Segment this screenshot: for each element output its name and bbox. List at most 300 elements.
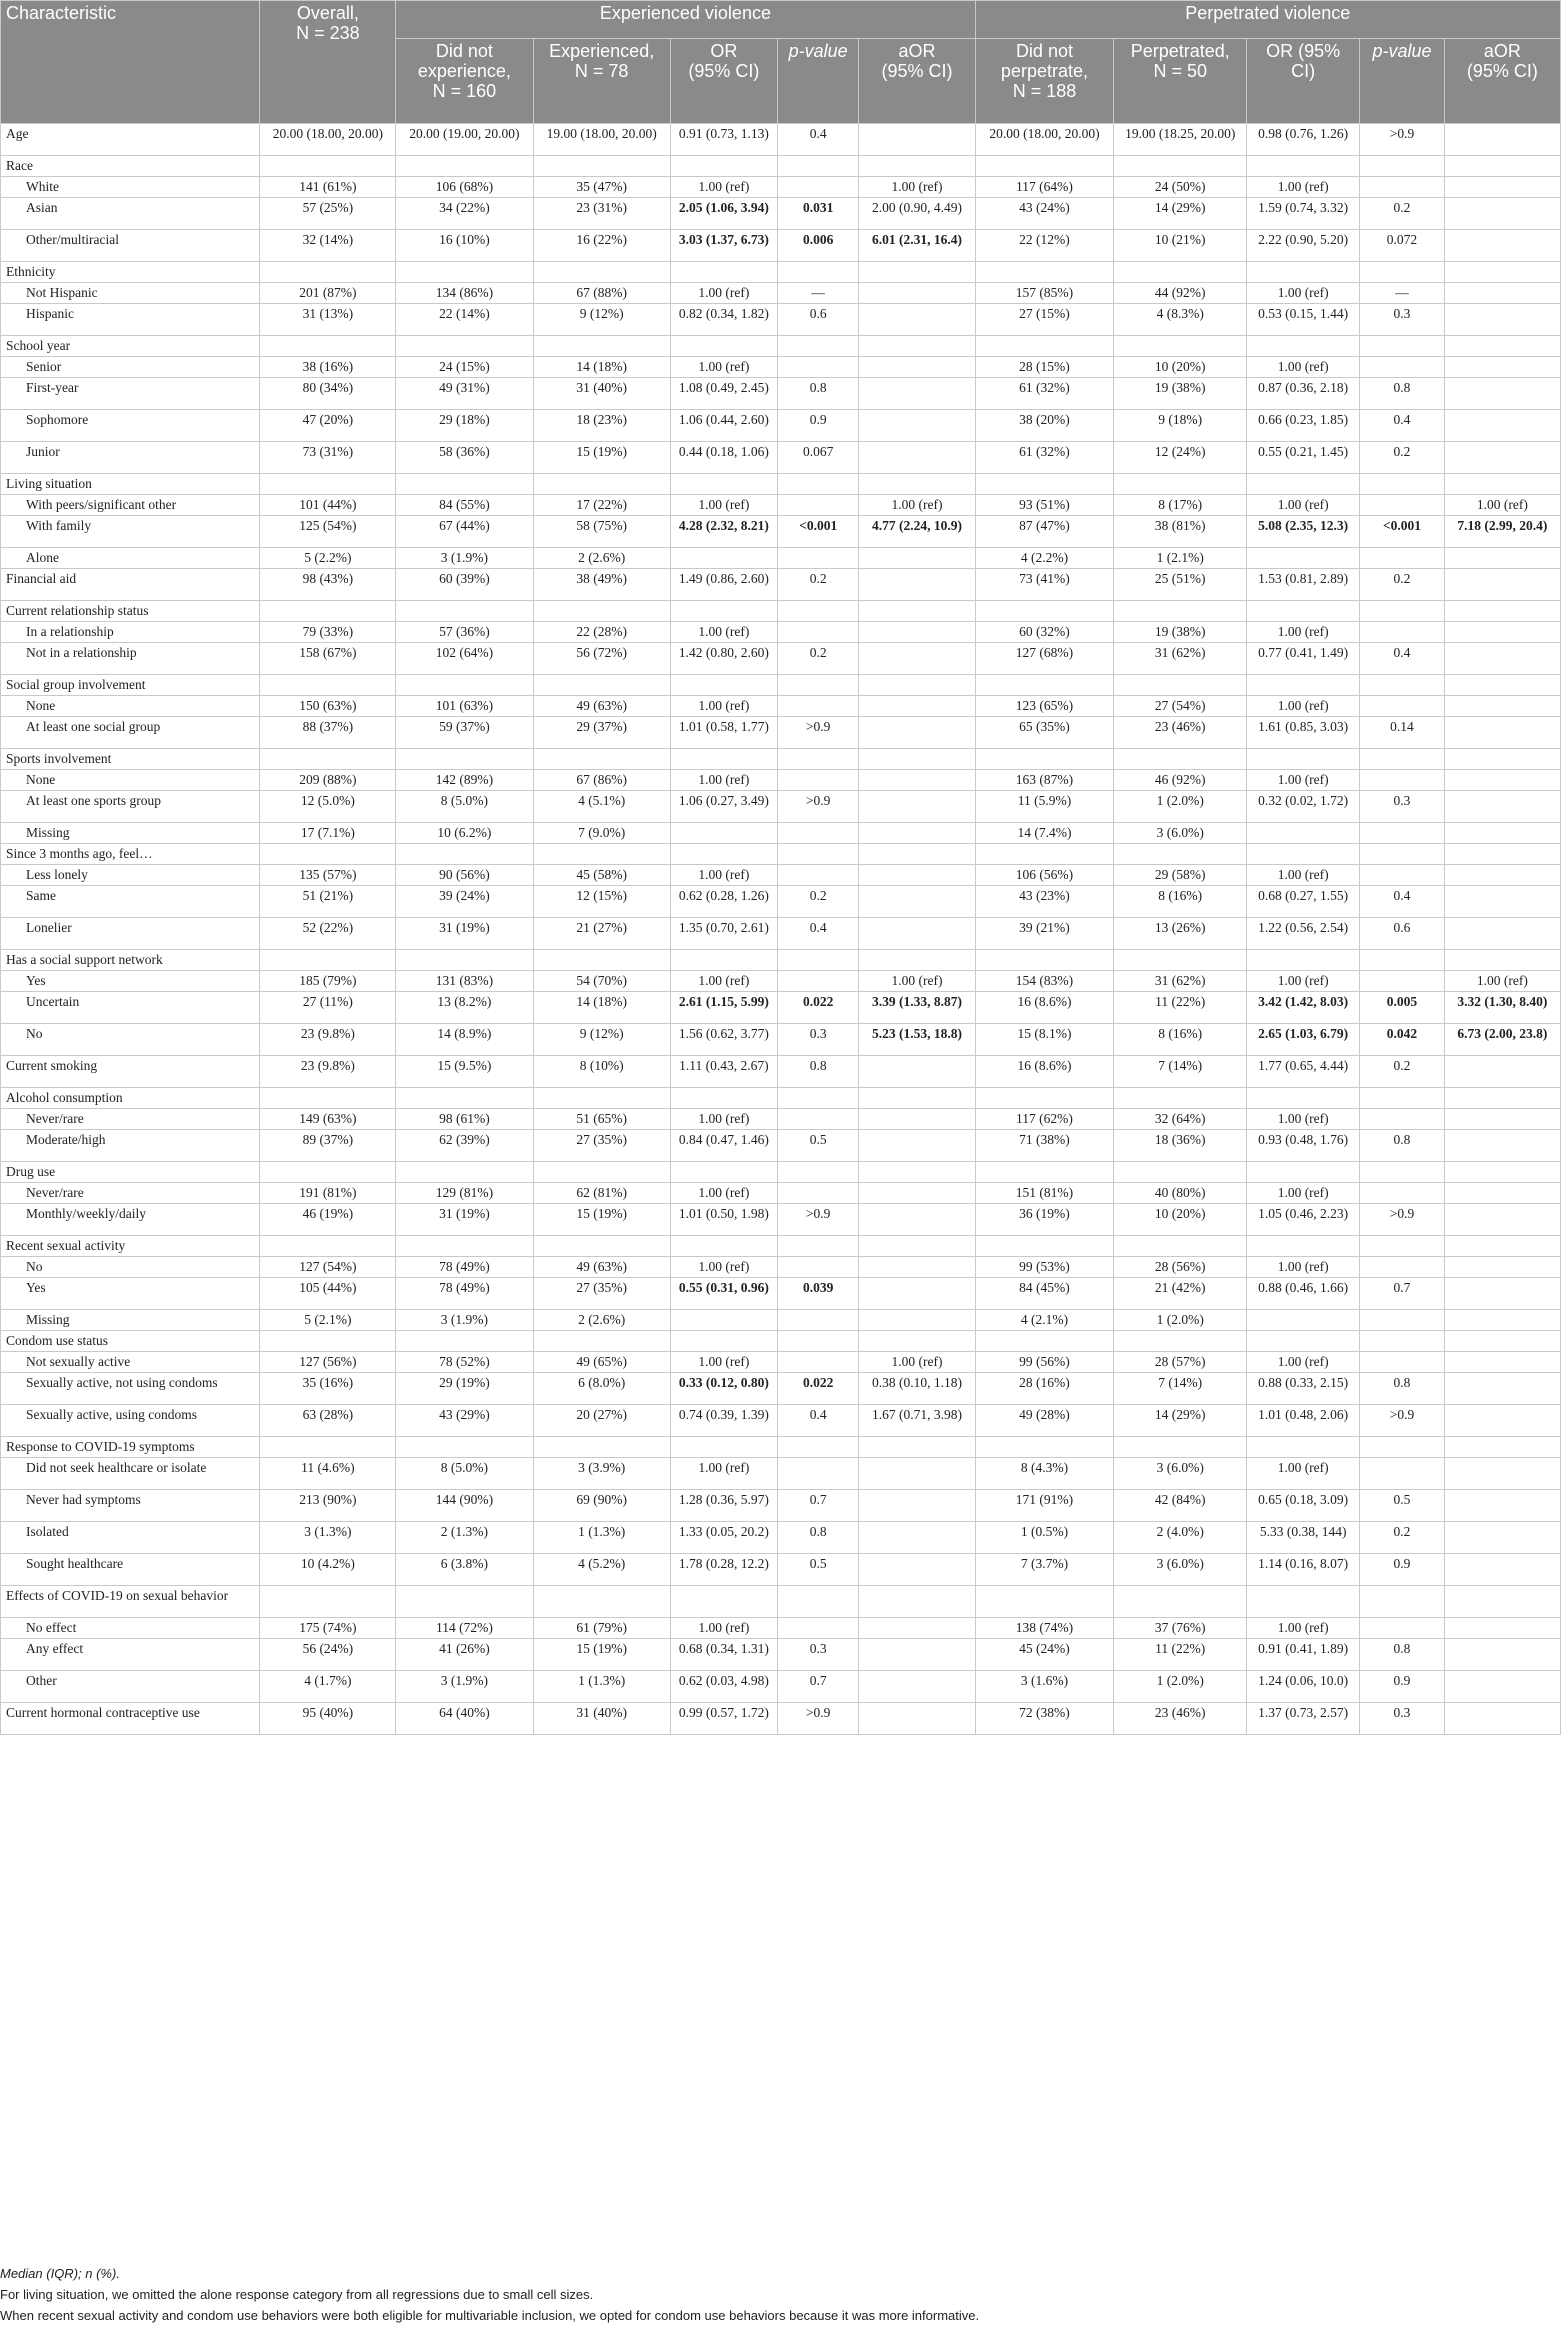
category-row xyxy=(1,1056,1561,1088)
cell xyxy=(859,844,975,865)
cell: 117 (62%) xyxy=(975,1109,1114,1130)
cell: 98 (43%) xyxy=(260,569,396,601)
cell xyxy=(396,1088,533,1109)
category-row xyxy=(1,950,1561,971)
cell: 5 (2.2%) xyxy=(260,548,396,569)
cell: 38 (20%) xyxy=(975,410,1114,442)
subheader-col-7 xyxy=(1247,39,1360,124)
table-row xyxy=(1,1257,1561,1278)
cell: 0.9 xyxy=(1360,1671,1444,1703)
table-row xyxy=(1,886,1561,918)
cell xyxy=(1247,749,1360,770)
cell: 0.9 xyxy=(777,410,858,442)
table-row xyxy=(1,865,1561,886)
subheader-col-8 xyxy=(1360,39,1444,124)
cell xyxy=(1444,886,1560,918)
cell: 1.00 (ref) xyxy=(859,1352,975,1373)
cell xyxy=(1444,1437,1560,1458)
cell: 0.006 xyxy=(777,230,858,262)
table-row xyxy=(1,622,1561,643)
cell: 3 (1.9%) xyxy=(396,548,533,569)
row-label: None xyxy=(1,696,260,717)
cell xyxy=(1360,1437,1444,1458)
cell xyxy=(777,548,858,569)
cell xyxy=(1444,230,1560,262)
cell xyxy=(975,156,1114,177)
cell: 1.22 (0.56, 2.54) xyxy=(1247,918,1360,950)
row-label: Social group involvement xyxy=(1,675,260,696)
row-label: Not in a relationship xyxy=(1,643,260,675)
cell xyxy=(975,1437,1114,1458)
table-row xyxy=(1,230,1561,262)
cell: 61 (32%) xyxy=(975,442,1114,474)
cell: 0.38 (0.10, 1.18) xyxy=(859,1373,975,1405)
cell: 1.08 (0.49, 2.45) xyxy=(670,378,777,410)
cell: 43 (29%) xyxy=(396,1405,533,1437)
cell xyxy=(1444,1490,1560,1522)
cell: 14 (29%) xyxy=(1114,1405,1247,1437)
cell xyxy=(777,1618,858,1639)
cell xyxy=(777,1458,858,1490)
cell xyxy=(1114,1236,1247,1257)
cell: 0.2 xyxy=(777,643,858,675)
cell xyxy=(1247,336,1360,357)
cell xyxy=(260,156,396,177)
row-label: Sophomore xyxy=(1,410,260,442)
cell: 0.62 (0.03, 4.98) xyxy=(670,1671,777,1703)
cell xyxy=(533,1162,670,1183)
cell xyxy=(1114,156,1247,177)
row-label: Never/rare xyxy=(1,1183,260,1204)
cell: 35 (47%) xyxy=(533,177,670,198)
cell xyxy=(1360,495,1444,516)
cell xyxy=(260,336,396,357)
cell: 64 (40%) xyxy=(396,1703,533,1735)
table-row xyxy=(1,696,1561,717)
cell: 20.00 (19.00, 20.00) xyxy=(396,124,533,156)
cell: 84 (55%) xyxy=(396,495,533,516)
cell: 1 (2.0%) xyxy=(1114,1671,1247,1703)
subheader-col-0-c: N = 160 xyxy=(432,81,497,101)
cell: 0.4 xyxy=(1360,410,1444,442)
cell: 0.2 xyxy=(1360,1522,1444,1554)
cell xyxy=(859,950,975,971)
cell xyxy=(777,1586,858,1618)
row-label: Junior xyxy=(1,442,260,474)
cell: 127 (54%) xyxy=(260,1257,396,1278)
cell: 1.00 (ref) xyxy=(1247,1352,1360,1373)
cell: 1.00 (ref) xyxy=(670,1257,777,1278)
cell: 1.49 (0.86, 2.60) xyxy=(670,569,777,601)
cell xyxy=(670,1162,777,1183)
cell: 42 (84%) xyxy=(1114,1490,1247,1522)
cell: 1.61 (0.85, 3.03) xyxy=(1247,717,1360,749)
cell: 101 (44%) xyxy=(260,495,396,516)
cell: 1.01 (0.58, 1.77) xyxy=(670,717,777,749)
row-label: Other xyxy=(1,1671,260,1703)
cell: >0.9 xyxy=(777,1204,858,1236)
cell: 23 (31%) xyxy=(533,198,670,230)
cell: 131 (83%) xyxy=(396,971,533,992)
cell: 0.4 xyxy=(777,1405,858,1437)
row-label: Response to COVID-19 symptoms xyxy=(1,1437,260,1458)
cell: 14 (18%) xyxy=(533,357,670,378)
cell: 1.28 (0.36, 5.97) xyxy=(670,1490,777,1522)
cell: 8 (16%) xyxy=(1114,1024,1247,1056)
cell xyxy=(777,1257,858,1278)
cell: 3.42 (1.42, 8.03) xyxy=(1247,992,1360,1024)
col-overall-line2: N = 238 xyxy=(296,23,360,43)
table-row xyxy=(1,177,1561,198)
cell: 1.56 (0.62, 3.77) xyxy=(670,1024,777,1056)
cell xyxy=(1247,474,1360,495)
cell xyxy=(777,357,858,378)
cell xyxy=(1114,950,1247,971)
row-label: Current smoking xyxy=(1,1056,260,1088)
cell: 0.14 xyxy=(1360,717,1444,749)
cell xyxy=(1444,844,1560,865)
cell xyxy=(859,1639,975,1671)
cell xyxy=(859,1310,975,1331)
cell xyxy=(1444,1703,1560,1735)
cell: 0.88 (0.46, 1.66) xyxy=(1247,1278,1360,1310)
cell: 99 (53%) xyxy=(975,1257,1114,1278)
cell: 5.23 (1.53, 18.8) xyxy=(859,1024,975,1056)
cell: 1.59 (0.74, 3.32) xyxy=(1247,198,1360,230)
cell: 72 (38%) xyxy=(975,1703,1114,1735)
cell: 18 (36%) xyxy=(1114,1130,1247,1162)
cell: — xyxy=(1360,283,1444,304)
cell: 0.2 xyxy=(1360,569,1444,601)
table-row xyxy=(1,495,1561,516)
cell: 6 (3.8%) xyxy=(396,1554,533,1586)
row-label: Alone xyxy=(1,548,260,569)
row-label: Yes xyxy=(1,1278,260,1310)
cell: 31 (19%) xyxy=(396,1204,533,1236)
cell: 6.01 (2.31, 16.4) xyxy=(859,230,975,262)
cell: 1.00 (ref) xyxy=(1247,865,1360,886)
cell: 163 (87%) xyxy=(975,770,1114,791)
cell: 28 (16%) xyxy=(975,1373,1114,1405)
cell: 61 (32%) xyxy=(975,378,1114,410)
category-row xyxy=(1,1088,1561,1109)
cell xyxy=(859,1586,975,1618)
cell xyxy=(1444,198,1560,230)
cell xyxy=(1247,1088,1360,1109)
cell xyxy=(859,918,975,950)
cell xyxy=(1444,1586,1560,1618)
cell: 1.00 (ref) xyxy=(1247,357,1360,378)
table-row xyxy=(1,357,1561,378)
cell xyxy=(975,474,1114,495)
cell: 3.39 (1.33, 8.87) xyxy=(859,992,975,1024)
cell: 15 (9.5%) xyxy=(396,1056,533,1088)
cell: 15 (19%) xyxy=(533,1204,670,1236)
cell: 7 (3.7%) xyxy=(975,1554,1114,1586)
cell: 16 (8.6%) xyxy=(975,992,1114,1024)
cell: 0.6 xyxy=(1360,918,1444,950)
cell: 0.65 (0.18, 3.09) xyxy=(1247,1490,1360,1522)
cell xyxy=(1444,156,1560,177)
cell xyxy=(1444,601,1560,622)
cell: 13 (8.2%) xyxy=(396,992,533,1024)
cell: 0.4 xyxy=(1360,643,1444,675)
cell xyxy=(975,336,1114,357)
cell: 47 (20%) xyxy=(260,410,396,442)
cell: 1.53 (0.81, 2.89) xyxy=(1247,569,1360,601)
cell xyxy=(670,749,777,770)
cell: 31 (62%) xyxy=(1114,643,1247,675)
cell xyxy=(859,1204,975,1236)
cell: 0.3 xyxy=(1360,791,1444,823)
cell: 12 (15%) xyxy=(533,886,670,918)
cell: 79 (33%) xyxy=(260,622,396,643)
cell xyxy=(670,1088,777,1109)
cell xyxy=(533,675,670,696)
row-label: Any effect xyxy=(1,1639,260,1671)
cell xyxy=(1444,791,1560,823)
cell: 44 (92%) xyxy=(1114,283,1247,304)
cell: 10 (20%) xyxy=(1114,1204,1247,1236)
category-row xyxy=(1,336,1561,357)
row-label: Missing xyxy=(1,823,260,844)
row-label: Sexually active, not using condoms xyxy=(1,1373,260,1405)
cell: 1.00 (ref) xyxy=(1247,1257,1360,1278)
cell: 0.62 (0.28, 1.26) xyxy=(670,886,777,918)
cell xyxy=(1444,1130,1560,1162)
cell xyxy=(670,474,777,495)
cell: 25 (51%) xyxy=(1114,569,1247,601)
cell: 0.44 (0.18, 1.06) xyxy=(670,442,777,474)
cell xyxy=(260,601,396,622)
cell xyxy=(1444,622,1560,643)
cell xyxy=(396,844,533,865)
cell xyxy=(670,1236,777,1257)
table-row xyxy=(1,304,1561,336)
cell: >0.9 xyxy=(1360,124,1444,156)
cell: 14 (29%) xyxy=(1114,198,1247,230)
row-label: Missing xyxy=(1,1310,260,1331)
cell xyxy=(975,1162,1114,1183)
cell xyxy=(1360,336,1444,357)
cell: 1.06 (0.27, 3.49) xyxy=(670,791,777,823)
cell: 31 (13%) xyxy=(260,304,396,336)
cell xyxy=(533,749,670,770)
cell xyxy=(1360,1236,1444,1257)
cell: 1.37 (0.73, 2.57) xyxy=(1247,1703,1360,1735)
cell xyxy=(859,1554,975,1586)
cell: 21 (42%) xyxy=(1114,1278,1247,1310)
cell xyxy=(1444,304,1560,336)
cell: 43 (24%) xyxy=(975,198,1114,230)
table-row xyxy=(1,1554,1561,1586)
row-label: Since 3 months ago, feel… xyxy=(1,844,260,865)
cell xyxy=(859,1458,975,1490)
cell: 32 (14%) xyxy=(260,230,396,262)
cell: 58 (36%) xyxy=(396,442,533,474)
table-row xyxy=(1,918,1561,950)
cell: 0.9 xyxy=(1360,1554,1444,1586)
cell: 6 (8.0%) xyxy=(533,1373,670,1405)
footnote-3: When recent sexual activity and condom use behaviors were both eligible for multivariable inclusion, we opted for condom use behaviors because it was more informative. xyxy=(0,2308,980,2323)
cell: 0.91 (0.41, 1.89) xyxy=(1247,1639,1360,1671)
cell xyxy=(859,791,975,823)
cell xyxy=(1360,1352,1444,1373)
cell xyxy=(859,675,975,696)
cell: 13 (26%) xyxy=(1114,918,1247,950)
cell: 14 (8.9%) xyxy=(396,1024,533,1056)
cell xyxy=(859,601,975,622)
table-row xyxy=(1,770,1561,791)
cell xyxy=(1444,696,1560,717)
row-label: Yes xyxy=(1,971,260,992)
cell: 0.5 xyxy=(777,1554,858,1586)
category-row xyxy=(1,262,1561,283)
cell: 1.00 (ref) xyxy=(670,1352,777,1373)
table-row xyxy=(1,1405,1561,1437)
cell: 38 (49%) xyxy=(533,569,670,601)
cell xyxy=(1444,1183,1560,1204)
cell xyxy=(777,336,858,357)
cell: 43 (23%) xyxy=(975,886,1114,918)
cell xyxy=(777,1088,858,1109)
cell: 38 (81%) xyxy=(1114,516,1247,548)
row-label: Hispanic xyxy=(1,304,260,336)
cell: 10 (20%) xyxy=(1114,357,1247,378)
cell xyxy=(859,1437,975,1458)
cell: 5.08 (2.35, 12.3) xyxy=(1247,516,1360,548)
cell: 84 (45%) xyxy=(975,1278,1114,1310)
cell: 65 (35%) xyxy=(975,717,1114,749)
cell: 39 (21%) xyxy=(975,918,1114,950)
subheader-col-2 xyxy=(670,39,777,124)
cell: 23 (46%) xyxy=(1114,717,1247,749)
cell: 20.00 (18.00, 20.00) xyxy=(260,124,396,156)
row-label: Never had symptoms xyxy=(1,1490,260,1522)
table-row xyxy=(1,442,1561,474)
cell xyxy=(859,1522,975,1554)
cell: >0.9 xyxy=(777,1703,858,1735)
footnote-1: Median (IQR); n (%). xyxy=(0,2266,120,2281)
cell: 141 (61%) xyxy=(260,177,396,198)
category-row xyxy=(1,156,1561,177)
cell: 62 (81%) xyxy=(533,1183,670,1204)
cell: 2.05 (1.06, 3.94) xyxy=(670,198,777,230)
cell xyxy=(859,336,975,357)
cell xyxy=(777,1437,858,1458)
cell: 0.8 xyxy=(777,378,858,410)
subheader-col-9-b: (95% CI) xyxy=(1466,61,1538,81)
table-row xyxy=(1,1130,1561,1162)
cell xyxy=(533,950,670,971)
cell xyxy=(670,844,777,865)
cell xyxy=(670,1310,777,1331)
cell: 0.8 xyxy=(1360,1130,1444,1162)
table-row xyxy=(1,1522,1561,1554)
cell: 1.00 (ref) xyxy=(670,770,777,791)
cell xyxy=(1247,675,1360,696)
table-row xyxy=(1,516,1561,548)
cell: 1.00 (ref) xyxy=(859,495,975,516)
cell xyxy=(1114,474,1247,495)
cell: 49 (28%) xyxy=(975,1405,1114,1437)
cell xyxy=(975,844,1114,865)
cell xyxy=(859,1109,975,1130)
cell xyxy=(1360,770,1444,791)
cell xyxy=(859,1088,975,1109)
cell xyxy=(1360,1088,1444,1109)
cell xyxy=(777,971,858,992)
cell xyxy=(859,1671,975,1703)
subheader-col-5-c: N = 188 xyxy=(1012,81,1077,101)
row-label: Current hormonal contraceptive use xyxy=(1,1703,260,1735)
cell: 7.18 (2.99, 20.4) xyxy=(1444,516,1560,548)
cell: 2.00 (0.90, 4.49) xyxy=(859,198,975,230)
cell: 1.00 (ref) xyxy=(670,177,777,198)
cell: 29 (19%) xyxy=(396,1373,533,1405)
cell: 49 (63%) xyxy=(533,696,670,717)
cell: 106 (56%) xyxy=(975,865,1114,886)
cell: 1.00 (ref) xyxy=(1444,971,1560,992)
row-label: Did not seek healthcare or isolate xyxy=(1,1458,260,1490)
cell: 3.03 (1.37, 6.73) xyxy=(670,230,777,262)
cell xyxy=(1114,675,1247,696)
cell: 0.067 xyxy=(777,442,858,474)
cell xyxy=(1444,1639,1560,1671)
row-label: Asian xyxy=(1,198,260,230)
subheader-col-1-a: Experienced, xyxy=(549,41,655,61)
cell: 1.00 (ref) xyxy=(1444,495,1560,516)
cell: 28 (56%) xyxy=(1114,1257,1247,1278)
cell xyxy=(260,1088,396,1109)
cell: 1.00 (ref) xyxy=(1247,495,1360,516)
cell xyxy=(1114,1331,1247,1352)
table-row xyxy=(1,283,1561,304)
cell: 154 (83%) xyxy=(975,971,1114,992)
table-row xyxy=(1,823,1561,844)
cell xyxy=(1444,1618,1560,1639)
cell: 4 (8.3%) xyxy=(1114,304,1247,336)
cell: 3 (1.9%) xyxy=(396,1671,533,1703)
cell: 41 (26%) xyxy=(396,1639,533,1671)
cell xyxy=(1360,1257,1444,1278)
category-row xyxy=(1,749,1561,770)
cell xyxy=(859,1278,975,1310)
cell: 127 (68%) xyxy=(975,643,1114,675)
cell xyxy=(1247,156,1360,177)
cell xyxy=(670,262,777,283)
cell: 18 (23%) xyxy=(533,410,670,442)
row-label: Less lonely xyxy=(1,865,260,886)
cell xyxy=(1444,1088,1560,1109)
cell xyxy=(1360,1109,1444,1130)
cell: 27 (54%) xyxy=(1114,696,1247,717)
cell: 22 (14%) xyxy=(396,304,533,336)
cell: 16 (8.6%) xyxy=(975,1056,1114,1088)
cell xyxy=(1444,1671,1560,1703)
cell: 0.8 xyxy=(1360,378,1444,410)
cell xyxy=(859,696,975,717)
cell xyxy=(1444,1056,1560,1088)
cell: 20.00 (18.00, 20.00) xyxy=(975,124,1114,156)
cell xyxy=(859,1236,975,1257)
cell: 38 (16%) xyxy=(260,357,396,378)
cell: 0.8 xyxy=(777,1056,858,1088)
cell: 73 (41%) xyxy=(975,569,1114,601)
cell xyxy=(859,643,975,675)
row-label: No xyxy=(1,1257,260,1278)
cell: 52 (22%) xyxy=(260,918,396,950)
